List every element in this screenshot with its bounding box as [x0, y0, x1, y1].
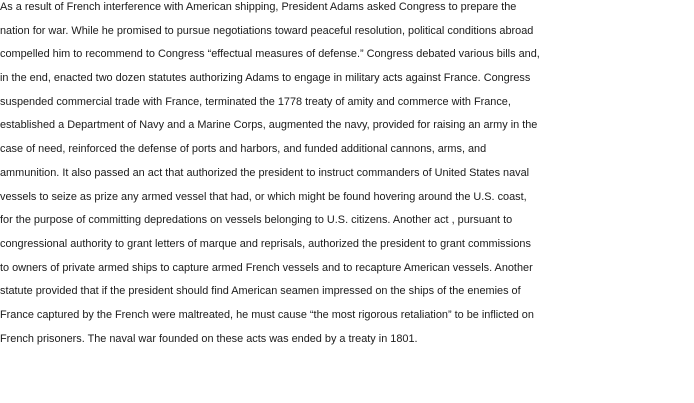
paragraph-line: in the end, enacted two dozen statutes authorizing Adams to engage in military acts against France. Congress	[0, 72, 531, 85]
paragraph-line: compelled him to recommend to Congress “effectual measures of defense.” Congress debated various bills and,	[0, 48, 540, 61]
paragraph-line: to owners of private armed ships to capture armed French vessels and to recapture American vessels. Another	[0, 261, 533, 274]
paragraph-line: congressional authority to grant letters of marque and reprisals, authorized the president to grant commissions	[0, 237, 531, 250]
paragraph-line: France captured by the French were maltreated, he must cause “the most rigorous retaliation” to be inflicted on	[0, 308, 534, 321]
paragraph-line: case of need, reinforced the defense of ports and harbors, and funded additional cannons, arms, and	[0, 143, 487, 156]
paragraph-line: As a result of French interference with American shipping, President Adams asked Congress to prepare the	[0, 1, 517, 13]
paragraph-line: for the purpose of committing depredations on vessels belonging to U.S. citizens. Another act , pursuant to	[0, 214, 513, 227]
paragraph-line: vessels to seize as prize any armed vessel that had, or which might be found hovering around the U.S. coast,	[0, 190, 527, 203]
paragraph-line: established a Department of Navy and a Marine Corps, augmented the navy, provided for raising an army in the	[0, 119, 538, 132]
paragraph-line: statute provided that if the president should find American seamen impressed on the ships of the enemies of	[0, 285, 521, 298]
paragraph-line: French prisoners. The naval war founded on these acts was ended by a treaty in 1801.	[0, 332, 418, 345]
paragraph-line: suspended commercial trade with France, terminated the 1778 treaty of amity and commerce with France,	[0, 95, 511, 108]
paragraph-line: nation for war. While he promised to pursue negotiations toward peaceful resolution, political conditions abroad	[0, 24, 534, 37]
paragraph-line: ammunition. It also passed an act that authorized the president to instruct commanders of United States naval	[0, 166, 530, 179]
